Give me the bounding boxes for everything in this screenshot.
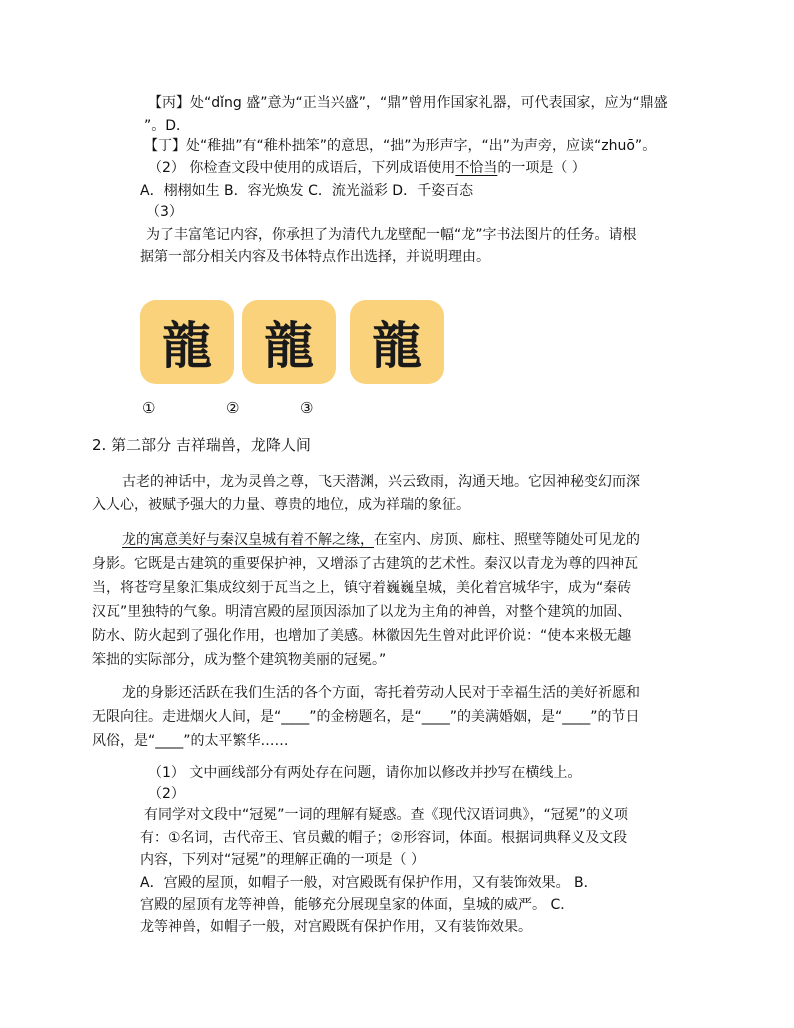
calligraphy-tile-2: 龍 (242, 300, 336, 384)
calligraphy-label-2: ② (226, 399, 240, 417)
calligraphy-tile-1: 龍 (140, 300, 234, 384)
question-2 (148, 158, 586, 178)
question2-2-option-a: A．宫殿的屋顶，如帽子一般，对宫殿既有保护作用，又有装饰效果。 B． (140, 875, 598, 891)
question-2-tail: 的一项是（ ） (497, 160, 586, 176)
paragraph-2-line3: 当，将苍穹星象汇集成纹刻于瓦当之上，镇守着巍巍皇城，美化着宫城华宇，成为“秦砖 (92, 580, 632, 596)
question-2-options: A．栩栩如生 B．容光焕发 C．流光溢彩 D．千姿百态 (140, 183, 474, 199)
paragraph-3-line1: 龙的身影还活跃在我们生活的各个方面，寄托着劳动人民对于幸福生活的美好祈愿和 (122, 685, 640, 701)
option-ding: 【丁】处“稚拙”有“稚朴拙笨”的意思，“拙”为形声字，“出”为声旁，应读“zhuō”。 (144, 138, 657, 154)
option-bing-line2: ”。D． (144, 118, 191, 134)
question-3-number: （3） (146, 204, 183, 220)
paragraph-2-line4: 汉瓦”里独特的气象。明清宫殿的屋顶因添加了以龙为主角的神兽，对整个建筑的加固、 (92, 604, 632, 620)
question2-2-line1: 有同学对文段中“冠冕”一词的理解有疑惑。查《现代汉语词典》，“冠冕”的义项 (144, 807, 629, 823)
question2-2-option-b: 宫殿的屋顶有龙等神兽，能够充分展现皇家的体面，皇城的威严。 C． (140, 897, 575, 913)
paragraph-2-line6: 笨拙的实际部分，成为整个建筑物美丽的冠冕。” (92, 652, 387, 668)
paragraph-2-line1-rest: 在室内、房顶、廊柱、照壁等随处可见龙的 (374, 532, 640, 548)
question2-1: （1） 文中画线部分有两处存在问题，请你加以修改并抄写在横线上。 (148, 765, 582, 781)
paragraph-3-line2: 无限向往。走进烟火人间，是“____”的金榜题名，是“____”的美满婚姻，是“____”的节日 (92, 709, 640, 725)
paragraph-2-line5: 防水、防火起到了强化作用，也增加了美感。林徽因先生曾对此评价说：“使本来极无趣 (92, 628, 632, 644)
question-3-line1: 为了丰富笔记内容，你承担了为清代九龙壁配一幅“龙”字书法图片的任务。请根 (146, 227, 637, 243)
question2-2-number: （2） (148, 786, 185, 802)
paragraph-2-line1 (122, 530, 640, 550)
question2-2-option-c: 龙等神兽，如帽子一般，对宫殿既有保护作用，又有装饰效果。 (140, 919, 532, 935)
question-3-line2: 据第一部分相关内容及书体特点作出选择，并说明理由。 (140, 249, 490, 265)
paragraph-2-line2: 身影。它既是古建筑的重要保护神，又增添了古建筑的艺术性。秦汉以青龙为尊的四神瓦 (92, 556, 638, 572)
question-2-emphasis: 不恰当 (455, 160, 498, 176)
calligraphy-label-3: ③ (300, 399, 314, 417)
option-bing-line1: 【丙】处“dǐng 盛”意为“正当兴盛”，“鼎”曾用作国家礼器，可代表国家，应为“鼎盛 (148, 95, 668, 111)
question2-2-line2: 有：①名词，古代帝王、官员戴的帽子；②形容词，体面。根据词典释义及文段 (140, 830, 628, 846)
calligraphy-label-1: ① (142, 399, 156, 417)
underlined-sentence: 龙的寓意美好与秦汉皇城有着不解之缘， (122, 532, 374, 548)
calligraphy-tile-3: 龍 (350, 300, 444, 384)
paragraph-1-line2: 入人心，被赋予强大的力量、尊贵的地位，成为祥瑞的象征。 (92, 497, 470, 513)
question2-2-line3: 内容，下列对“冠冕”的理解正确的一项是（ ） (140, 852, 425, 868)
calligraphy-options (140, 300, 440, 384)
question-2-lead: （2） 你检查文段中使用的成语后，下列成语使用 (148, 160, 456, 176)
section-2-heading: 2. 第二部分 吉祥瑞兽，龙降人间 (92, 436, 311, 454)
paragraph-1-line1: 古老的神话中，龙为灵兽之尊，飞天潜渊，兴云致雨，沟通天地。它因神秘变幻而深 (122, 474, 640, 490)
paragraph-3-line3: 风俗，是“____”的太平繁华…… (92, 733, 289, 749)
